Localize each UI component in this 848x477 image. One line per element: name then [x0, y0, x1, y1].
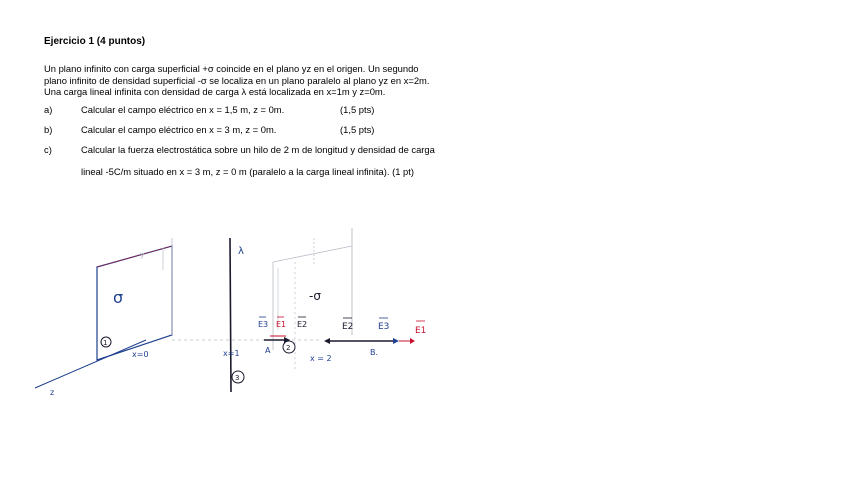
plane-positive-sigma [97, 238, 172, 360]
statement-line: plano infinito de densidad superficial -σ se localiza en un plano paralelo al plano yz en x=2m. [44, 74, 430, 86]
arrow-b-red-head [410, 338, 415, 344]
line-charge [230, 238, 231, 392]
e2-vector-right: E2 [342, 322, 354, 332]
item-text: Calcular la fuerza electrostática sobre un hilo de 2 m de longitud y densidad de carga [81, 144, 435, 155]
point-b-label: B. [370, 348, 379, 357]
lambda-label: λ [238, 246, 244, 257]
point-a-label: A [265, 346, 271, 355]
arrow-b-head-left [324, 338, 330, 344]
plane2-number: 2 [286, 344, 291, 352]
y-axis-label: y [140, 250, 145, 259]
item-label: a) [44, 104, 53, 115]
item-text: Calcular el campo eléctrico en x = 3 m, z = 0m. [81, 124, 277, 135]
item-c-continuation: lineal -5C/m situado en x = 3 m, z = 0 m (paralelo a la carga lineal infinita). (1 pt) [81, 166, 414, 177]
sigma-positive-label: σ [113, 288, 124, 307]
statement-line: Una carga lineal infinita con densidad de carga λ está localizada en x=1m y z=0m. [44, 86, 386, 98]
x2-label: x = 2 [310, 354, 332, 363]
line-number: 3 [235, 374, 240, 382]
arrow-b-head-right [393, 338, 399, 344]
exercise-title: Ejercicio 1 (4 puntos) [44, 36, 146, 47]
item-points: (1,5 pts) [340, 104, 375, 115]
z-axis-label: z [50, 388, 55, 397]
statement-line: Un plano infinito con carga superficial +σ coincide en el plano yz en el origen. Un segundo [44, 63, 419, 74]
e1-vector-left: E1 [276, 320, 287, 329]
z-axis [35, 340, 146, 388]
e3-vector-left: E3 [258, 320, 269, 329]
e2-vector-left: E2 [297, 320, 308, 329]
x1-label: x=1 [223, 349, 240, 358]
x0-label: x=0 [132, 350, 149, 359]
item-label: b) [44, 124, 53, 135]
item-label: c) [44, 144, 52, 155]
item-text: Calcular el campo eléctrico en x = 1,5 m, z = 0m. [81, 104, 285, 115]
item-points: (1,5 pts) [340, 124, 375, 135]
e3-vector-right: E3 [378, 322, 390, 332]
arrow-a-head [284, 337, 290, 343]
e1-vector-right: E1 [415, 326, 427, 336]
plane1-number: 1 [103, 339, 108, 347]
sigma-negative-label: -σ [309, 289, 321, 303]
